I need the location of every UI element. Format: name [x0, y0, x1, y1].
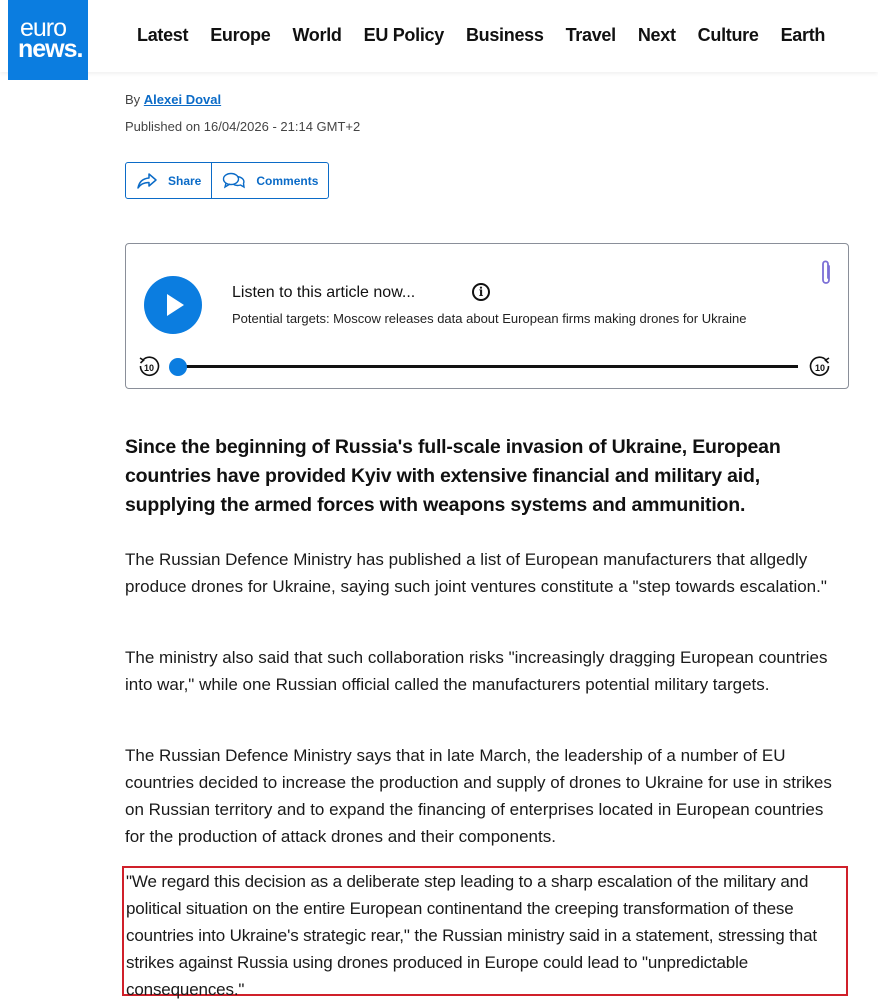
site-header — [0, 0, 878, 72]
nav-earth[interactable]: Earth — [780, 25, 826, 45]
published-date: Published on 16/04/2026 - 21:14 GMT+2 — [125, 119, 361, 134]
paragraph: The Russian Defence Ministry says that in late March, the leadership of a number of EU countries decided to increase the production and supply of drones to Ukraine for use in strikes on Russian territory and to expand the financing of enterprises located in European countries for the production of attack drones and their components. — [125, 746, 832, 846]
share-button[interactable] — [126, 163, 211, 198]
play-icon — [167, 294, 184, 316]
paragraph: The Russian Defence Ministry has published a list of European manufacturers that allgedly produce drones for Ukraine, saying such joint ventures constitute a "step towards escalation." — [125, 550, 827, 596]
comments-button[interactable] — [211, 163, 328, 198]
nav-next[interactable]: Next — [637, 25, 676, 45]
player-subtitle: Potential targets: Moscow releases data about European firms making drones for Ukraine — [232, 311, 747, 326]
comments-label: Comments — [256, 173, 319, 188]
article-lead: Since the beginning of Russia's full-scale invasion of Ukraine, European countries have provided Kyiv with extensive financial and military aid, supplying the armed forces with weapons systems and ammunition. — [125, 436, 781, 516]
logo-line1: euro — [20, 14, 67, 42]
share-label: Share — [168, 173, 202, 188]
nav-world[interactable]: World — [292, 25, 342, 45]
paragraph: The ministry also said that such collaboration risks "increasingly dragging European countries into war," while one Russian official called the manufacturers potential military targets. — [125, 648, 828, 694]
euronews-logo[interactable] — [8, 0, 88, 80]
nav-eu-policy[interactable]: EU Policy — [363, 25, 444, 45]
share-toolbar — [125, 162, 329, 199]
progress-track[interactable] — [178, 365, 798, 368]
player-title: Listen to this article now... — [232, 284, 416, 301]
progress-knob[interactable] — [169, 358, 187, 376]
byline-prefix: By — [125, 92, 141, 107]
paperclip-icon[interactable] — [818, 258, 834, 288]
play-button[interactable] — [144, 276, 202, 334]
info-icon[interactable]: i — [472, 283, 490, 301]
author-link[interactable]: Alexei Doval — [143, 92, 222, 107]
highlighted-quote — [122, 866, 848, 999]
nav-travel[interactable]: Travel — [565, 25, 616, 45]
quote-text: "We regard this decision as a deliberate step leading to a sharp escalation of the military and political situation on the entire European continentand the creeping transformation of these countries into Ukraine's strategic rear," the Russian ministry said in a statement, stressing that strikes against Russia using drones produced in Europe could lead to "unpredictable consequences." — [126, 872, 817, 999]
audio-player — [125, 243, 849, 389]
nav-latest[interactable]: Latest — [137, 25, 189, 45]
nav-culture[interactable]: Culture — [697, 25, 759, 45]
forward-10-icon[interactable] — [808, 355, 832, 379]
byline — [125, 92, 221, 107]
nav-europe[interactable]: Europe — [210, 25, 271, 45]
forward-label: 10 — [814, 363, 826, 373]
rewind-10-icon[interactable] — [137, 355, 161, 379]
rewind-label: 10 — [143, 363, 155, 373]
logo-line2: news. — [18, 35, 83, 63]
nav-business[interactable]: Business — [465, 25, 544, 45]
share-arrow-icon — [136, 172, 158, 190]
comments-icon — [222, 171, 246, 191]
main-nav — [137, 25, 847, 46]
